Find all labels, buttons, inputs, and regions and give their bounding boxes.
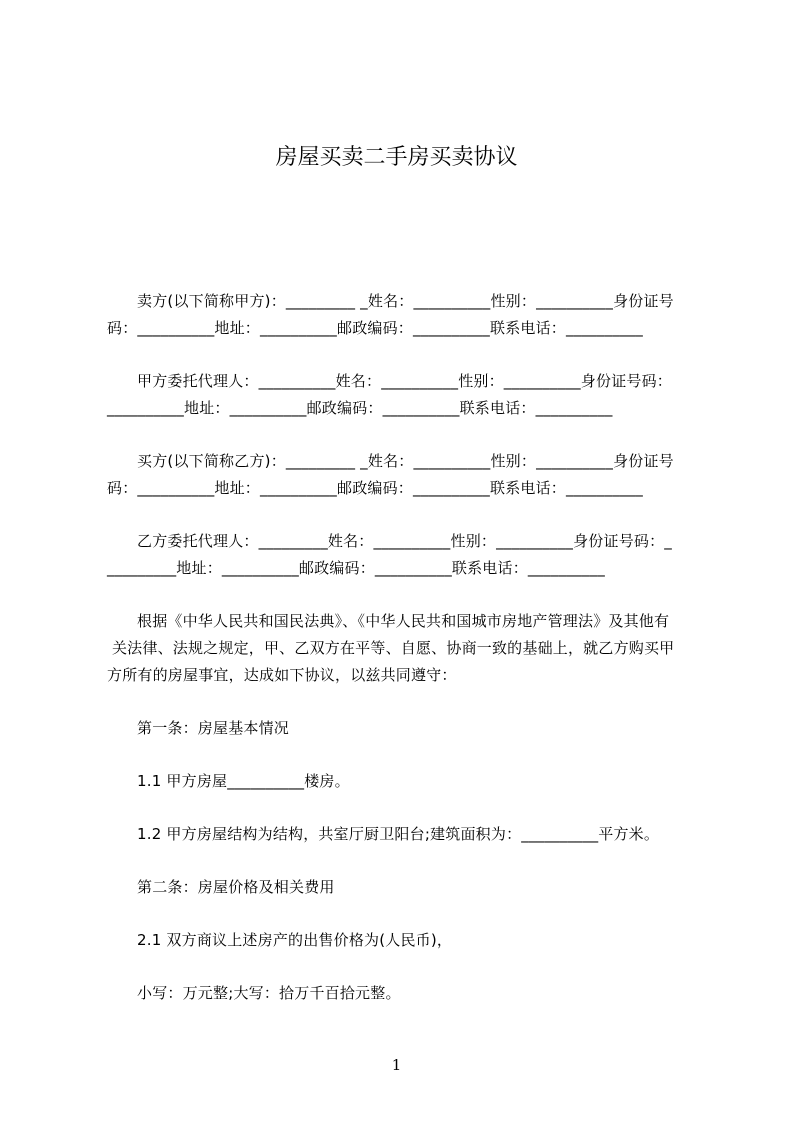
preamble-line-2: 关法律、法规之规定，甲、乙双方在平等、自愿、协商一致的基础上，就乙方购买甲 bbox=[107, 639, 675, 657]
article-1-heading: 第一条：房屋基本情况 bbox=[137, 719, 290, 737]
clause-1-1: 1.1 甲方房屋__________楼房。 bbox=[137, 772, 350, 790]
clause-2-1: 2.1 双方商议上述房产的出售价格为(人民币)， bbox=[137, 931, 453, 949]
document-title: 房屋买卖二手房买卖协议 bbox=[275, 145, 518, 170]
preamble-line-1: 根据《中华人民共和国民法典》、《中华人民共和国城市房地产管理法》及其他有 bbox=[137, 612, 670, 630]
buyer-agent-line-1: 乙方委托代理人：_________姓名：__________性别：__________身份证号码：_ bbox=[137, 532, 673, 550]
preamble-line-3: 方所有的房屋事宜，达成如下协议，以兹共同遵守： bbox=[107, 666, 457, 684]
seller-line-2: 码：__________地址：__________邮政编码：__________联系电话：__________ bbox=[107, 319, 644, 337]
price-line: 小写：万元整;大写：拾万千百拾元整。 bbox=[137, 984, 401, 1002]
seller-line-1: 卖方(以下简称甲方)：_________ _姓名：__________性别：__________身份证号 bbox=[137, 292, 674, 310]
article-2-heading: 第二条：房屋价格及相关费用 bbox=[137, 878, 335, 896]
seller-agent-line-2: __________地址：__________邮政编码：__________联系电话：__________ bbox=[107, 399, 613, 417]
buyer-line-2: 码：__________地址：__________邮政编码：__________联系电话：__________ bbox=[107, 479, 644, 497]
seller-agent-line-1: 甲方委托代理人：__________姓名：__________性别：__________身份证号码： bbox=[137, 372, 673, 390]
buyer-agent-line-2: _________地址：__________邮政编码：__________联系电话：__________ bbox=[107, 559, 605, 577]
clause-1-2: 1.2 甲方房屋结构为结构，共室厅厨卫阳台;建筑面积为：__________平方米。 bbox=[137, 825, 660, 843]
page-number: 1 bbox=[391, 1056, 402, 1074]
buyer-line-1: 买方(以下简称乙方)：_________ _姓名：__________性别：__________身份证号 bbox=[137, 452, 674, 470]
